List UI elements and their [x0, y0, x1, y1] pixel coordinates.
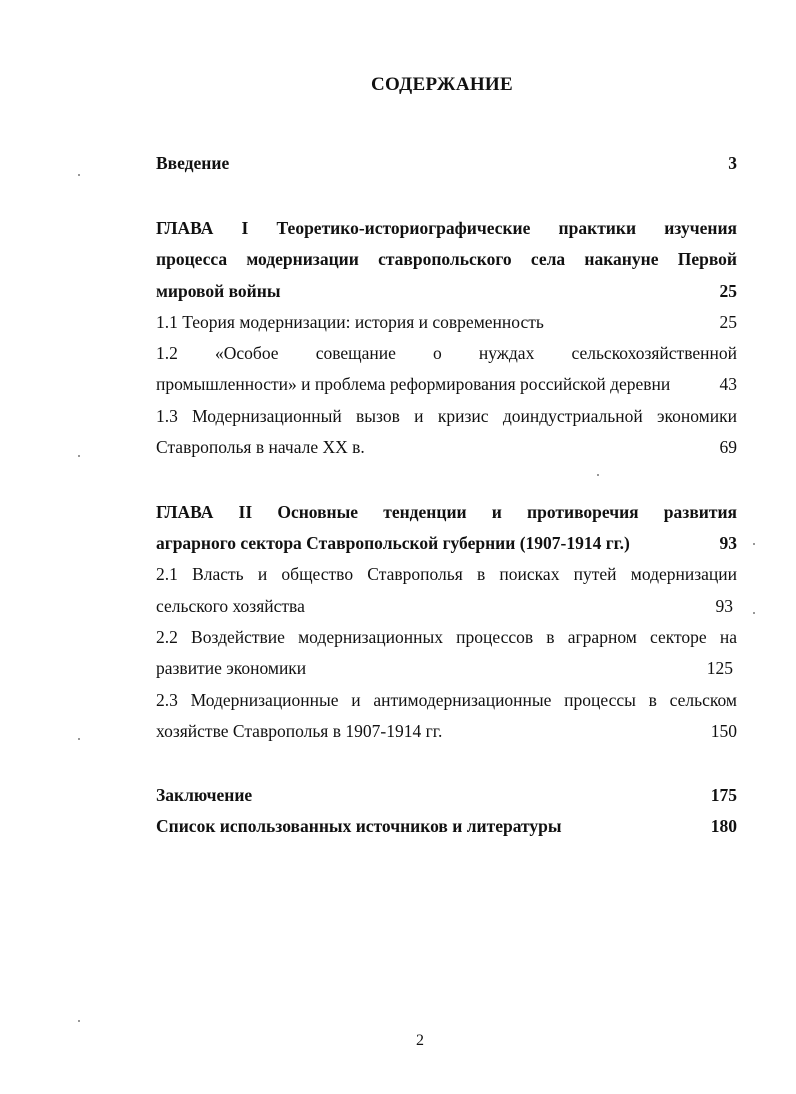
chapter1-title-line3 — [156, 276, 737, 306]
toc-entry-page: 125 — [706, 658, 733, 678]
toc-entry-label: сельского хозяйства — [156, 596, 305, 616]
toc-entry-1-3-line2 — [156, 432, 737, 462]
word: «Особое — [215, 343, 279, 363]
toc-entry-references — [156, 811, 737, 841]
toc-entry-label: Заключение — [156, 785, 253, 805]
chapter1-title-line2: процесса модернизации ставропольского села накануне Первой — [156, 249, 737, 269]
scan-speck — [78, 174, 80, 176]
chapter2-title-line2 — [156, 528, 737, 558]
toc-entry-page: 175 — [710, 785, 737, 805]
toc-entry-page: 180 — [710, 816, 737, 836]
toc-entry-page: 69 — [719, 437, 737, 457]
scan-speck — [753, 612, 755, 614]
toc-entry-label: Список использованных источников и литературы — [156, 816, 562, 836]
toc-entry-1-2-line2 — [156, 369, 737, 399]
toc-entry-page: 150 — [710, 721, 737, 741]
toc-entry-label: промышленности» и проблема реформирования российской деревни — [156, 374, 671, 394]
toc-entry-label: хозяйстве Ставрополья в 1907-1914 гг. — [156, 721, 443, 741]
word: о — [433, 343, 442, 363]
scan-speck — [78, 1020, 80, 1022]
toc-entry-label: аграрного сектора Ставропольской губернии (1907-1914 гг.) — [156, 533, 630, 553]
toc-entry-label: мировой войны — [156, 281, 281, 301]
toc-entry-label: развитие экономики — [156, 658, 307, 678]
scan-speck — [78, 738, 80, 740]
toc-entry-label: Ставрополья в начале XX в. — [156, 437, 365, 457]
scan-speck — [78, 455, 80, 457]
toc-entry-1-3-line1: 1.3 Модернизационный вызов и кризис доиндустриальной экономики — [156, 406, 737, 426]
toc-entry-page: 25 — [719, 312, 737, 332]
toc-entry-page: 43 — [719, 374, 737, 394]
toc-entry-2-3-line1: 2.3 Модернизационные и антимодернизационные процессы в сельском — [156, 690, 737, 710]
toc-entry-2-1-line1: 2.1 Власть и общество Ставрополья в поисках путей модернизации — [156, 564, 737, 584]
word: 1.2 — [156, 343, 178, 363]
scan-speck — [597, 474, 599, 476]
toc-entry-conclusion — [156, 780, 737, 810]
page-title: СОДЕРЖАНИЕ — [371, 74, 513, 95]
page-number: 2 — [416, 1032, 424, 1049]
chapter1-title-line1: ГЛАВА I Теоретико-историографические практики изучения — [156, 218, 737, 238]
toc-entry-2-2-line2 — [156, 653, 737, 683]
word: нуждах — [478, 343, 535, 363]
toc-entry-1-1 — [156, 307, 737, 337]
scan-speck — [753, 543, 755, 545]
toc-entry-label: 1.1 Теория модернизации: история и современность — [156, 312, 544, 332]
toc-entry-2-1-line2 — [156, 591, 737, 621]
toc-entry-page: 93 — [719, 533, 737, 553]
word: совещание — [315, 343, 396, 363]
toc-entry-page: 3 — [728, 153, 737, 173]
toc-entry-page: 93 — [715, 596, 733, 616]
word: сельскохозяйственной — [571, 343, 737, 363]
toc-entry-label: Введение — [156, 153, 230, 173]
toc-entry-page: 25 — [719, 281, 737, 301]
toc-entry-2-2-line1: 2.2 Воздействие модернизационных процессов в аграрном секторе на — [156, 627, 737, 647]
toc-entry-intro — [156, 148, 737, 178]
toc-entry-2-3-line2 — [156, 716, 737, 746]
toc-entry-1-2-line1 — [156, 338, 737, 368]
chapter2-title-line1: ГЛАВА II Основные тенденции и противоречия развития — [156, 502, 737, 522]
